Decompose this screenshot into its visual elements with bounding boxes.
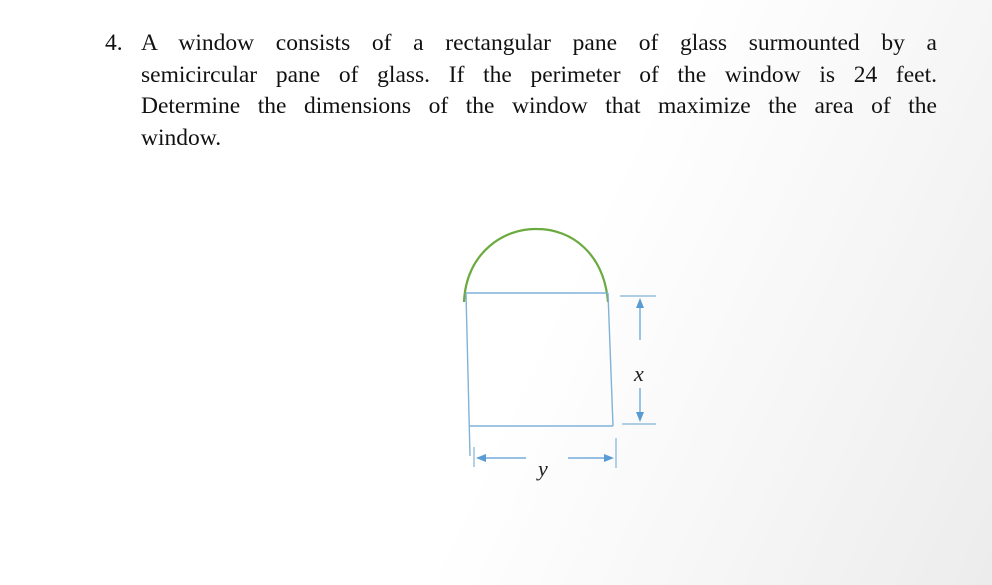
semicircle-pane bbox=[464, 229, 608, 302]
width-label-y: y bbox=[538, 456, 548, 481]
height-label-x: x bbox=[634, 361, 644, 386]
problem-text-line-1: A window consists of a rectangular pane of glass surmounted by a bbox=[141, 30, 937, 56]
rect-right-edge bbox=[608, 293, 613, 426]
width-arrowhead-right bbox=[604, 454, 614, 462]
problem-number: 4. bbox=[105, 30, 123, 56]
width-arrowhead-left bbox=[476, 454, 486, 462]
problem-text-line-4: window. bbox=[141, 124, 222, 151]
height-arrowhead-up bbox=[636, 298, 644, 308]
problem-text-line-2: semicircular pane of glass. If the perimeter of the window is 24 feet. bbox=[141, 61, 937, 88]
problem-text-line-3: Determine the dimensions of the window that maximize the area of the bbox=[141, 93, 937, 119]
height-arrowhead-down bbox=[636, 412, 644, 422]
rect-left-edge bbox=[466, 293, 470, 456]
